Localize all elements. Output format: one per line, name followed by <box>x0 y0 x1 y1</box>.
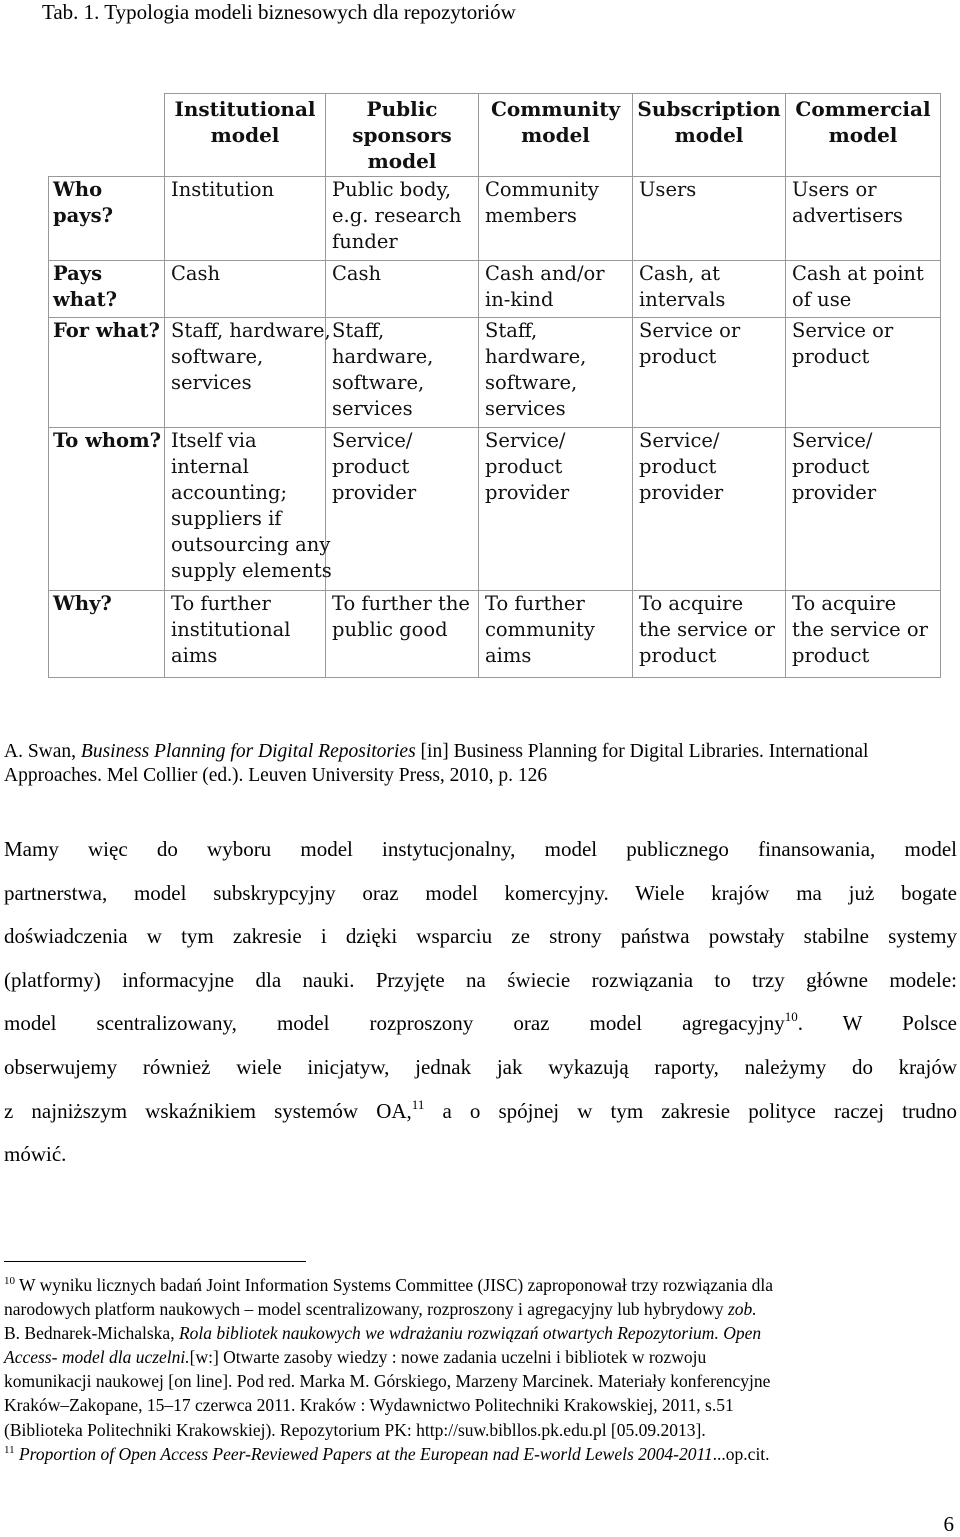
header-line: model <box>367 149 437 173</box>
footnote-line <box>4 1345 958 1369</box>
header-line: model <box>828 123 898 147</box>
cell-line: aims <box>171 644 218 667</box>
table-row <box>49 428 941 591</box>
cell-line: supply elements <box>171 559 332 582</box>
cell-line: Staff, hardware, <box>171 319 331 342</box>
table-cell <box>786 591 941 678</box>
line-text: a o spójnej w tym zakresie polityce raczej trudno <box>424 1098 958 1123</box>
cell-line: funder <box>332 230 398 253</box>
cell-line: provider <box>332 481 417 504</box>
footnotes <box>4 1273 958 1466</box>
table-row <box>49 318 941 428</box>
paragraph-line: partnerstwa, model subskrypcyjny oraz model komercyjny. Wiele krajów ma już bogate <box>4 880 957 905</box>
table-header-row <box>49 94 941 177</box>
cell-line: provider <box>639 481 724 504</box>
cell-line: product <box>332 455 410 478</box>
cell-line: Service or <box>792 319 894 342</box>
table-cell <box>479 177 633 261</box>
paragraph-line: mówić. <box>4 1142 67 1167</box>
table-cell <box>165 318 331 428</box>
paragraph-line: obserwujemy również wiele inicjatyw, jednak jak wykazują raporty, należymy do krajów <box>4 1054 957 1079</box>
cell-line: Users or <box>792 178 877 201</box>
header-line: sponsors <box>352 123 452 147</box>
table-cell <box>326 318 479 428</box>
cell-line: Staff, <box>485 319 538 342</box>
cell-line: Service/ <box>485 429 566 452</box>
footnote-11 <box>4 1442 958 1466</box>
column-header <box>479 94 633 177</box>
cell-line: Staff, <box>332 319 385 342</box>
paragraph-line <box>4 1090 957 1134</box>
cell-line: of use <box>792 288 852 311</box>
table-cell <box>165 428 332 591</box>
table-cell <box>479 318 633 428</box>
paragraph-line: Mamy więc do wyboru model instytucjonalny, model publicznego finansowania, model <box>4 837 957 861</box>
cell-line: product <box>792 455 870 478</box>
cell-line: product <box>639 345 717 368</box>
cell-line: Service/ <box>332 429 413 452</box>
table-body <box>49 94 941 678</box>
line-text: model scentralizowany, model rozproszony oraz model agregacyjny <box>4 1011 785 1036</box>
footnote-text: narodowych platform naukowych – model scentralizowany, rozproszony i agregacyjny lub hybrydowy <box>4 1299 728 1320</box>
footnote-text: Access- model dla uczelni. <box>4 1347 190 1368</box>
cell-line: hardware, <box>485 345 587 368</box>
footnote-text: zob. <box>727 1299 757 1320</box>
cell-line: members <box>485 204 577 227</box>
footnote-line: (Biblioteka Politechniki Krakowskiej). Repozytorium PK: http://suw.bibllos.pk.edu.pl [05.09.2013]. <box>4 1419 706 1440</box>
column-header <box>326 94 479 177</box>
body-paragraph <box>4 828 957 1177</box>
table-cell <box>633 591 786 678</box>
table-cell <box>326 261 479 318</box>
table-cell <box>165 261 326 318</box>
header-line: Subscription <box>637 97 781 121</box>
cell-line: services <box>332 397 413 420</box>
cell-line: institutional <box>171 618 291 641</box>
cell-line: hardware, <box>332 345 434 368</box>
cell-line: product <box>792 644 870 667</box>
table-cell <box>786 261 941 318</box>
table-cell <box>633 261 786 318</box>
table-cell <box>633 428 786 591</box>
row-header: Pays what? <box>49 261 165 318</box>
footnote-number: 10 <box>4 1275 15 1287</box>
cell-line: services <box>485 397 566 420</box>
footnote-line <box>4 1321 958 1345</box>
header-line: model <box>521 123 590 147</box>
cell-line: Users <box>639 178 697 201</box>
footnote-text: ...op.cit. <box>712 1443 770 1464</box>
cell-line: Service/ <box>792 429 873 452</box>
business-models-table <box>48 93 940 677</box>
cell-line: product <box>485 455 563 478</box>
cell-line: public good <box>332 618 448 641</box>
footnote-number: 11 <box>4 1443 15 1456</box>
table-source-citation <box>4 740 958 788</box>
cell-line: To further the <box>332 592 470 615</box>
footnote-text: Proportion of Open Access Peer-Reviewed Papers at the European nad E-world Lewels 2004-2011 <box>14 1443 713 1464</box>
page-number: 6 <box>943 1512 954 1536</box>
row-header: Who pays? <box>49 177 165 261</box>
table-cell <box>633 177 786 261</box>
column-header <box>633 94 786 177</box>
row-header: Why? <box>49 591 165 678</box>
cell-line: To further <box>485 592 585 615</box>
footnote-ref-10[interactable]: 10 <box>784 1009 798 1025</box>
cell-line: Cash and/or <box>485 262 605 285</box>
footnote-10 <box>4 1273 958 1297</box>
cell-line: outsourcing any <box>171 533 331 556</box>
header-line: Community <box>490 97 621 121</box>
table-caption: Tab. 1. Typologia modeli biznesowych dla repozytoriów <box>42 0 516 24</box>
cell-line: suppliers if <box>171 507 282 530</box>
table-cell <box>479 261 633 318</box>
cell-line: Service or <box>639 319 741 342</box>
cell-line: Cash, at <box>639 262 720 285</box>
header-line: Commercial <box>795 97 931 121</box>
table-cell <box>326 428 479 591</box>
footnote-text: [w:] Otwarte zasoby wiedzy : nowe zadania uczelni i bibliotek w rozwoju <box>189 1347 707 1368</box>
cell-line: in-kind <box>485 288 554 311</box>
row-header: For what? <box>49 318 165 428</box>
cell-line: product <box>639 644 717 667</box>
table-cell <box>326 177 479 261</box>
table-cell <box>786 177 941 261</box>
footnote-text: B. Bednarek-Michalska, <box>4 1323 179 1344</box>
source-title: Business Planning for Digital Repositories <box>80 741 416 762</box>
line-text: z najniższym wskaźnikiem systemów OA, <box>4 1098 412 1123</box>
cell-line: software, <box>485 371 578 394</box>
table-cell <box>479 428 633 591</box>
cell-line: product <box>639 455 717 478</box>
cell-line: software, <box>332 371 425 394</box>
cell-line: To further <box>171 592 271 615</box>
header-line: model <box>210 123 280 147</box>
header-line: model <box>674 123 744 147</box>
footnote-ref-11[interactable]: 11 <box>411 1096 425 1112</box>
footnote-text: Rola bibliotek naukowych we wdrażaniu rozwiązań otwartych Repozytorium. Open <box>178 1323 762 1344</box>
cell-line: advertisers <box>792 204 903 227</box>
source-details: [in] Business Planning for Digital Libraries. International Approaches. Mel Collier (ed.). Leuven University Press, 2010, p. 126 <box>4 741 869 786</box>
cell-line: services <box>171 371 252 394</box>
cell-line: software, <box>171 345 264 368</box>
cell-line: Cash <box>332 262 382 285</box>
table-cell <box>786 428 941 591</box>
cell-line: Institution <box>171 178 275 201</box>
cell-line: the service or <box>792 618 928 641</box>
cell-line: Community <box>485 178 599 201</box>
column-header <box>165 94 326 177</box>
table-cell <box>165 177 326 261</box>
source-author: A. Swan, <box>4 741 81 762</box>
table-cell <box>326 591 479 678</box>
paragraph-line: (platformy) informacyjne dla nauki. Przyjęte na świecie rozwiązania to trzy główne modele: <box>4 967 957 992</box>
cell-line: product <box>792 345 870 368</box>
cell-line: Public body, <box>332 178 452 201</box>
footnote-separator <box>4 1261 306 1262</box>
cell-line: To acquire <box>792 592 897 615</box>
cell-line: the service or <box>639 618 775 641</box>
line-text: . W Polsce <box>797 1011 958 1036</box>
cell-line: accounting; <box>171 481 288 504</box>
cell-line: e.g. research <box>332 204 462 227</box>
table-row <box>49 177 941 261</box>
cell-line: Service/ <box>639 429 720 452</box>
table-cell <box>165 591 326 678</box>
cell-line: provider <box>792 481 877 504</box>
cell-line: internal <box>171 455 249 478</box>
table-row <box>49 591 941 678</box>
footnote-text: W wyniku licznych badań Joint Information Systems Committee (JISC) zaproponował trzy rozwiązania dla <box>15 1275 773 1295</box>
header-line: Institutional <box>174 97 316 121</box>
cell-line: community <box>485 618 595 641</box>
footnote-line: Kraków–Zakopane, 15–17 czerwca 2011. Kraków : Wydawnictwo Politechniki Krakowskiej, 2011, s.51 <box>4 1395 734 1416</box>
table-cell <box>786 318 941 428</box>
models-table <box>48 93 941 678</box>
table-cell <box>633 318 786 428</box>
table-corner-cell <box>49 94 165 177</box>
cell-line: provider <box>485 481 570 504</box>
cell-line: Cash at point <box>792 262 924 285</box>
table-row <box>49 261 941 318</box>
paragraph-line <box>4 1002 957 1046</box>
cell-line: intervals <box>639 288 726 311</box>
cell-line: aims <box>485 644 532 667</box>
table-cell <box>479 591 633 678</box>
footnote-line <box>4 1297 958 1321</box>
paragraph-line: doświadczenia w tym zakresie i dzięki wsparciu ze strony państwa powstały stabilne systemy <box>4 924 957 949</box>
cell-line: Cash <box>171 262 221 285</box>
cell-line: Itself via <box>171 429 257 452</box>
column-header <box>786 94 941 177</box>
row-header: To whom? <box>49 428 165 591</box>
cell-line: To acquire <box>639 592 744 615</box>
footnote-line: komunikacji naukowej [on line]. Pod red. Marka M. Górskiego, Marzeny Marcinek. Materiały konferencyjne <box>4 1371 771 1392</box>
header-line: Public <box>366 97 438 121</box>
